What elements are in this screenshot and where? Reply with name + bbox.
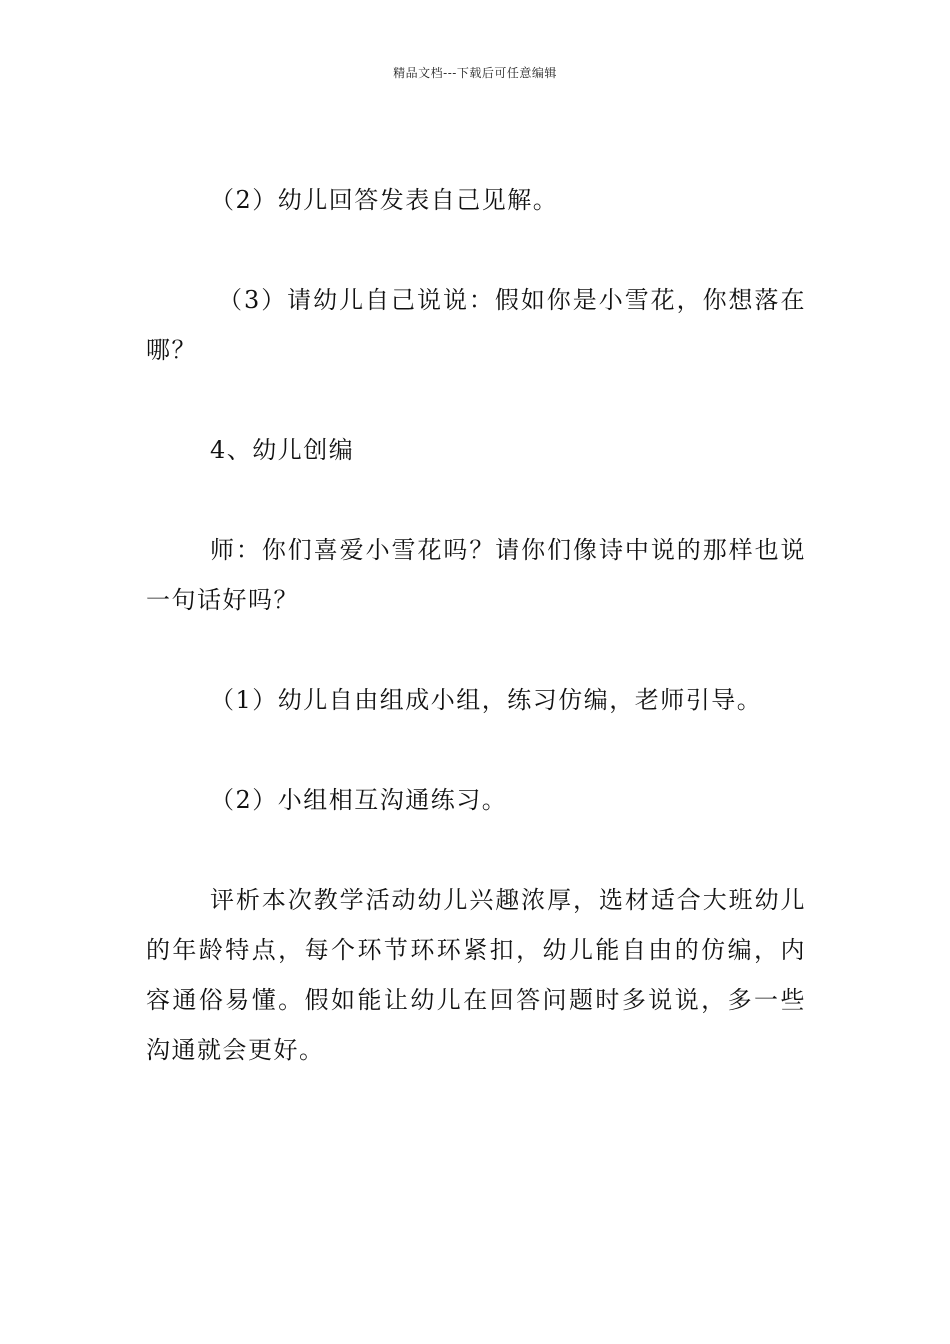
section-heading-creation: 4、幼儿创编 [210, 436, 355, 464]
paragraph-children-speak: （3）请幼儿自己说说：假如你是小雪花，你想落在哪？ [146, 286, 806, 364]
page-header: 精品文档---下载后可任意编辑 [393, 66, 557, 80]
paragraph-children-answer: （2）幼儿回答发表自己见解。 [210, 186, 559, 214]
paragraph-evaluation: 评析本次教学活动幼儿兴趣浓厚，选材适合大班幼儿的年龄特点，每个环节环环紧扣，幼儿能自由的仿编，内容通俗易懂。假如能让幼儿在回答问题时多说说，多一些沟通就会更好。 [146, 886, 806, 1064]
paragraph-group-practice: （1）幼儿自由组成小组，练习仿编，老师引导。 [210, 686, 763, 714]
paragraph-group-communication: （2）小组相互沟通练习。 [210, 786, 508, 814]
paragraph-teacher-question: 师：你们喜爱小雪花吗？请你们像诗中说的那样也说一句话好吗？ [146, 536, 806, 614]
